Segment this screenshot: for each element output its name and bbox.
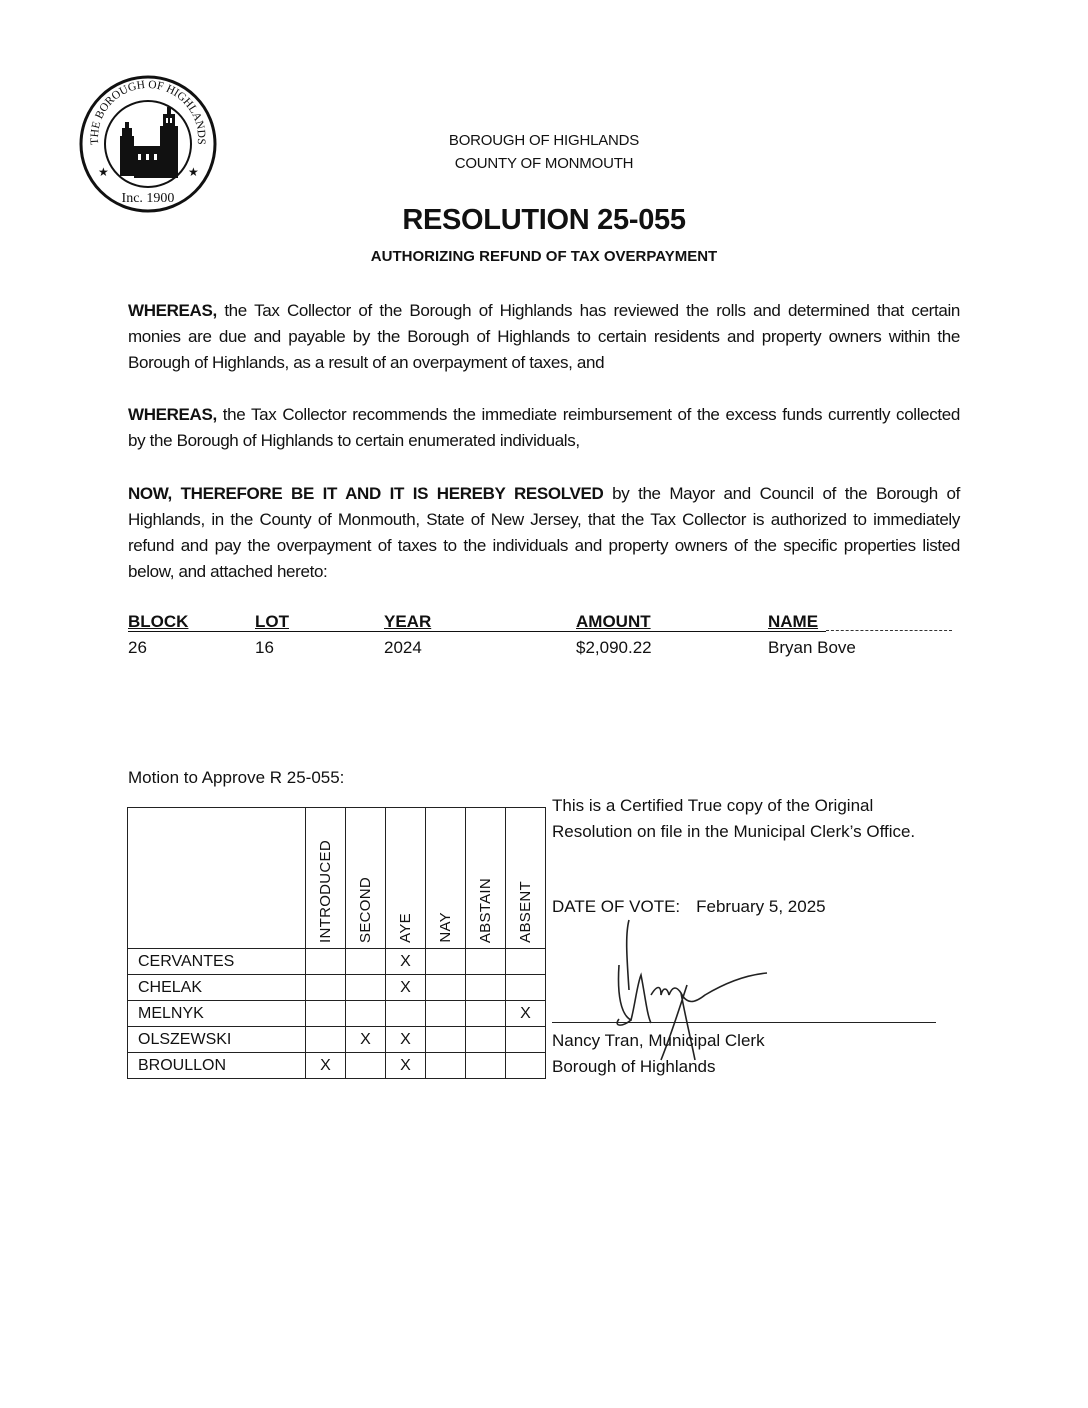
vote-mark [506,1027,546,1053]
vote-col-introduced: INTRODUCED [306,808,346,949]
svg-text:★: ★ [188,165,199,179]
col-header-name: NAME [768,612,819,631]
date-label: DATE OF VOTE: [552,897,681,916]
motion-label: Motion to Approve R 25-055: [128,768,345,787]
whereas-paragraph-1 [128,298,960,376]
vote-mark [506,1053,546,1079]
vote-row [128,949,546,975]
cell-amount: $2,090.22 [576,638,652,657]
paragraph-text: by the Mayor and Council of the Borough of Highlands, in the County of Monmouth, State of New Jersey, that the Tax Collector is authorized to immediately refund and pay the overpayment of taxes to the individuals and property owners of the specific properties listed below, and attached hereto: [128,484,960,581]
col-header-year: YEAR [384,612,432,631]
col-header-amount: AMOUNT [576,612,651,631]
vote-mark [346,975,386,1001]
vote-mark: X [386,975,426,1001]
seal-ring-text: THE BOROUGH OF HIGHLANDS [88,78,208,146]
col-header-lot: LOT [255,612,289,631]
signer-org: Borough of Highlands [552,1057,716,1076]
vote-table [127,807,546,1079]
vote-mark [346,949,386,975]
vote-mark: X [306,1053,346,1079]
vote-mark [306,975,346,1001]
signer-name: Nancy Tran, Municipal Clerk [552,1031,765,1050]
member-name: MELNYK [128,1001,306,1027]
resolution-subtitle: AUTHORIZING REFUND OF TAX OVERPAYMENT [370,248,718,265]
vote-mark [306,949,346,975]
signature-line [552,1022,936,1023]
svg-text:★: ★ [98,165,109,179]
vote-mark: X [386,949,426,975]
vote-col-second: SECOND [346,808,386,949]
vote-mark [426,1001,466,1027]
signer-block [552,1028,765,1080]
vote-mark [466,1053,506,1079]
vote-row [128,1027,546,1053]
col-header-block: BLOCK [128,612,189,631]
vote-mark [426,1027,466,1053]
vote-header-row [128,808,546,949]
vote-col-nay: NAY [426,808,466,949]
vote-mark: X [346,1027,386,1053]
header-underline [128,631,826,632]
member-name: CERVANTES [128,949,306,975]
vote-col-abstain: ABSTAIN [466,808,506,949]
vote-mark [466,949,506,975]
vote-mark: X [506,1001,546,1027]
resolved-paragraph [128,481,960,585]
vote-mark [346,1053,386,1079]
cell-block: 26 [128,638,147,657]
municipality-name: BOROUGH OF HIGHLANDS [448,132,640,149]
cell-year: 2024 [384,638,422,657]
vote-mark [426,1053,466,1079]
whereas-paragraph-2 [128,402,960,454]
vote-col-absent: ABSENT [506,808,546,949]
vote-mark: X [386,1027,426,1053]
vote-mark [466,1001,506,1027]
vote-mark [306,1027,346,1053]
member-name: OLSZEWSKI [128,1027,306,1053]
paragraph-lead: WHEREAS, [128,301,217,320]
vote-mark [306,1001,346,1027]
paragraph-lead: WHEREAS, [128,405,217,424]
member-name: CHELAK [128,975,306,1001]
vote-mark: X [386,1053,426,1079]
seal-inc-text: Inc. 1900 [121,191,175,206]
resolution-title: RESOLUTION 25-055 [402,204,686,236]
paragraph-text: the Tax Collector of the Borough of Highlands has reviewed the rolls and determined that certain monies are due and payable by the Borough of Highlands to certain residents and property owners within the Borough of Highlands, as a result of an overpayment of taxes, and [128,301,960,372]
county-name: COUNTY OF MONMOUTH [454,155,634,172]
vote-mark [506,949,546,975]
vote-row [128,1053,546,1079]
paragraph-lead: NOW, THEREFORE BE IT AND IT IS HEREBY RESOLVED [128,484,604,503]
vote-mark [466,1027,506,1053]
vote-col-aye: AYE [386,808,426,949]
date-value: February 5, 2025 [696,897,826,916]
name-underline [826,630,952,631]
date-of-vote [552,897,826,917]
vote-row [128,1001,546,1027]
cell-name: Bryan Bove [768,638,856,657]
certification-statement: This is a Certified True copy of the Original Resolution on file in the Municipal Clerk’s Office. [552,796,916,841]
member-name: BROULLON [128,1053,306,1079]
vote-row [128,975,546,1001]
vote-mark [386,1001,426,1027]
vote-mark [466,975,506,1001]
vote-mark [426,949,466,975]
paragraph-text: the Tax Collector recommends the immediate reimbursement of the excess funds currently collected by the Borough of Highlands to certain enumerated individuals, [128,405,960,450]
vote-corner-cell [128,808,306,949]
vote-mark [426,975,466,1001]
cell-lot: 16 [255,638,274,657]
vote-mark [506,975,546,1001]
vote-mark [346,1001,386,1027]
